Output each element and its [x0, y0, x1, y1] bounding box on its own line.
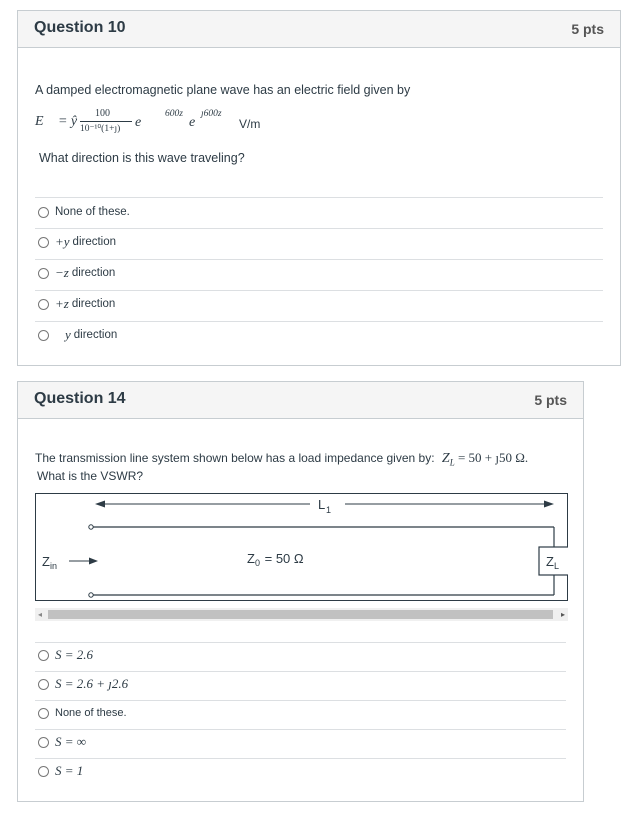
q10-option-plus-y[interactable]: [38, 233, 116, 251]
answer-separator: [35, 729, 566, 730]
option-label: S = 1: [55, 763, 84, 778]
option-label: direction: [72, 236, 117, 248]
input-impedance-label: Z: [42, 554, 50, 569]
answer-separator: [35, 228, 603, 229]
equation-lhs: E⃗ = ŷ: [35, 114, 78, 129]
characteristic-impedance-subscript: 0: [255, 558, 261, 568]
option-label: None of these.: [55, 206, 130, 218]
question-10-header: [18, 11, 620, 48]
option-label: S = ∞: [55, 734, 87, 749]
characteristic-impedance-value: = 50 Ω: [261, 551, 304, 566]
equation-e1: e: [135, 115, 142, 130]
equation-numerator: 100: [95, 108, 110, 119]
radio-button[interactable]: [38, 268, 49, 279]
question-10-card: [17, 10, 621, 366]
q10-option-minus-z[interactable]: [38, 264, 115, 282]
answer-separator: [35, 758, 566, 759]
q14-option-s-2-6[interactable]: [38, 646, 93, 664]
option-label: direction: [73, 329, 118, 341]
q14-option-s-complex[interactable]: [38, 675, 128, 693]
bottom-terminal: [89, 593, 93, 597]
length-subscript: 1: [326, 505, 332, 515]
answer-separator: [35, 290, 603, 291]
scroll-right-icon[interactable]: ▸: [560, 610, 565, 619]
q10-option-plus-z[interactable]: [38, 295, 115, 313]
radio-button[interactable]: [38, 679, 49, 690]
option-symbol: y: [65, 327, 71, 342]
equation-denominator: 10⁻¹⁰(1+ȷ): [80, 124, 121, 134]
answer-separator: [35, 671, 566, 672]
option-symbol: +y: [55, 234, 70, 249]
option-label: S = 2.6 + ȷ2.6: [55, 676, 129, 691]
input-impedance-subscript: in: [50, 561, 58, 571]
scrollbar-thumb[interactable]: [48, 610, 553, 619]
fraction-bar: [80, 121, 132, 122]
q14-option-s-1[interactable]: [38, 762, 83, 780]
radio-button[interactable]: [38, 737, 49, 748]
radio-button[interactable]: [38, 650, 49, 661]
radio-button[interactable]: [38, 237, 49, 248]
prompt-text: The transmission line system shown below has a load impedance given by:: [35, 451, 435, 465]
answer-separator: [35, 642, 566, 643]
question-14-question: What is the VSWR?: [37, 469, 144, 483]
equation-exponent-2: ȷ600z: [201, 109, 222, 119]
option-symbol: +z: [55, 296, 69, 311]
option-label: direction: [71, 298, 116, 310]
diagram-scrollbar[interactable]: [35, 608, 568, 621]
radio-button[interactable]: [38, 207, 49, 218]
radio-button[interactable]: [38, 766, 49, 777]
question-10-question: What direction is this wave traveling?: [39, 151, 245, 165]
answer-separator: [35, 197, 603, 198]
load-impedance-subscript: L: [449, 457, 455, 468]
top-terminal: [89, 525, 93, 529]
radio-button[interactable]: [38, 299, 49, 310]
question-14-points: 5 pts: [534, 392, 567, 408]
load-impedance-value: = 50 + ȷ50 Ω.: [454, 450, 529, 465]
option-label: direction: [71, 267, 116, 279]
answer-separator: [35, 259, 603, 260]
radio-button[interactable]: [38, 330, 49, 341]
q10-option-none[interactable]: [38, 203, 130, 221]
question-10-points: 5 pts: [571, 21, 604, 37]
characteristic-impedance-label: Z: [247, 551, 255, 566]
length-label: L: [318, 497, 326, 512]
question-14-title: Question 14: [34, 390, 126, 407]
q14-option-s-infinity[interactable]: [38, 733, 86, 751]
answer-separator: [35, 700, 566, 701]
transmission-line-svg: [35, 493, 568, 601]
q14-option-none[interactable]: [38, 704, 127, 722]
answer-separator: [35, 321, 603, 322]
equation-e2: e: [189, 115, 196, 130]
radio-button[interactable]: [38, 708, 49, 719]
question-14-card: [17, 381, 584, 802]
question-14-header: [18, 382, 583, 419]
load-subscript: L: [554, 561, 560, 571]
question-14-prompt: [35, 450, 528, 467]
load-label: Z: [546, 554, 554, 569]
q10-option-y[interactable]: [38, 326, 117, 344]
option-symbol: −z: [55, 265, 69, 280]
electric-field-equation: [35, 109, 295, 139]
option-label: S = 2.6: [55, 647, 94, 662]
scroll-left-icon[interactable]: ◂: [38, 610, 43, 619]
option-label: None of these.: [55, 707, 127, 719]
equation-exponent-1: 600z: [165, 109, 183, 119]
transmission-line-diagram: [35, 493, 568, 601]
question-10-title: Question 10: [34, 19, 126, 36]
question-10-prompt: A damped electromagnetic plane wave has an electric field given by: [35, 83, 411, 97]
equation-unit: V/m: [239, 117, 261, 131]
load-impedance-symbol: Z: [441, 451, 450, 466]
